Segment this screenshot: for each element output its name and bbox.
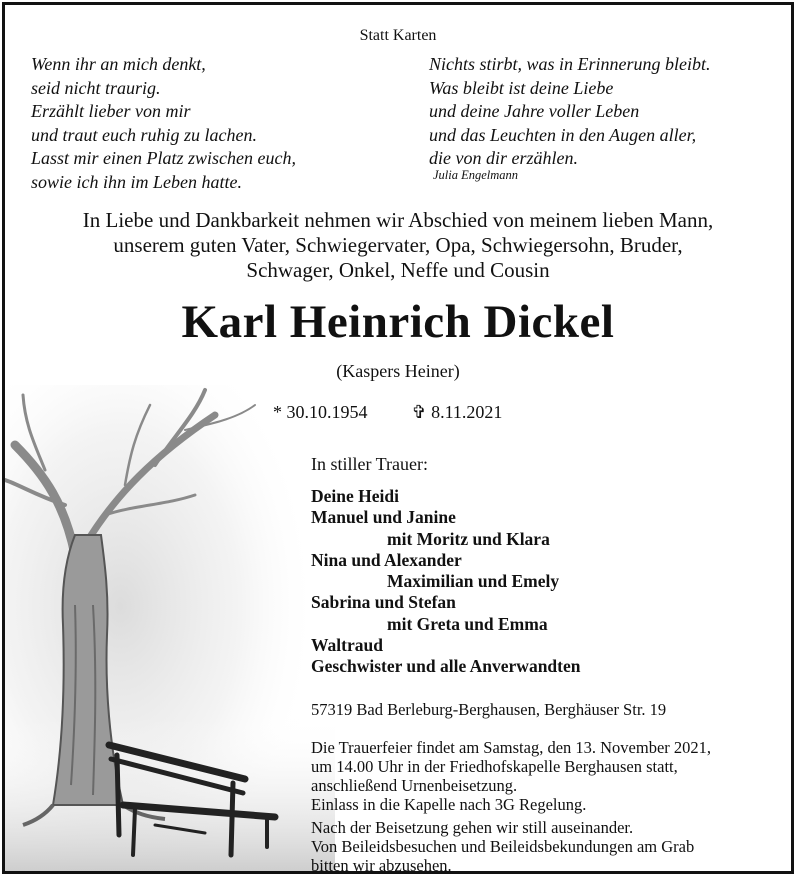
intro-text — [5, 208, 791, 283]
poem-line: sowie ich ihn im Leben hatte. — [31, 171, 242, 192]
poem-line: Wenn ihr an mich denkt, — [31, 54, 206, 74]
notice-line: Nach der Beisetzung gehen wir still auseinander. — [311, 818, 634, 837]
statt-karten-heading: Statt Karten — [359, 27, 437, 44]
poem-line: Erzählt lieber von mir — [31, 101, 191, 121]
ceremony-info — [311, 738, 711, 814]
poem-author: Julia Engelmann — [433, 168, 519, 182]
family-address: 57319 Bad Berleburg-Berghausen, Berghäuser Str. 19 — [311, 700, 667, 719]
poem-right — [429, 53, 711, 171]
mourner-row: Geschwister und alle Anverwandten — [311, 656, 581, 677]
mourner-row: Maximilian und Emely — [387, 571, 560, 592]
notice-line: Von Beileidsbesuchen und Beileidsbekundungen am Grab — [311, 837, 695, 856]
poem-line: seid nicht traurig. — [31, 77, 161, 98]
mourner-row: Manuel und Janine — [311, 507, 456, 528]
ceremony-line: um 14.00 Uhr in der Friedhofskapelle Berghausen statt, — [311, 757, 678, 776]
life-dates — [273, 402, 502, 423]
poem-line: Lasst mir einen Platz zwischen euch, — [31, 148, 296, 168]
birth-date: * 30.10.1954 — [273, 402, 368, 422]
ceremony-line: Einlass in die Kapelle nach 3G Regelung. — [311, 795, 587, 814]
ceremony-line: Die Trauerfeier findet am Samstag, den 13. November 2021, — [311, 738, 712, 757]
mourner-row: Waltraud — [311, 635, 383, 656]
intro-line: In Liebe und Dankbarkeit nehmen wir Abschied von meinem lieben Mann, — [82, 208, 714, 232]
mourners-list — [311, 486, 580, 678]
poem-line: die von dir erzählen. — [429, 148, 578, 168]
notice-line: bitten wir abzusehen. — [311, 856, 452, 874]
intro-line: Schwager, Onkel, Neffe und Cousin — [246, 258, 550, 282]
death-date: ✞ 8.11.2021 — [411, 402, 503, 422]
obituary-card — [2, 2, 794, 874]
poem-line: und traut euch ruhig zu lachen. — [31, 124, 257, 145]
mourner-row: mit Moritz und Klara — [387, 528, 550, 549]
poem-line: und das Leuchten in den Augen aller, — [429, 124, 697, 145]
condolence-notice — [311, 818, 694, 874]
poem-line: und deine Jahre voller Leben — [429, 101, 640, 121]
poem-left — [31, 53, 296, 194]
intro-line: unserem guten Vater, Schwiegervater, Opa, Schwiegersohn, Bruder, — [113, 233, 683, 257]
mourner-row: Nina und Alexander — [311, 549, 462, 570]
ceremony-line: anschließend Urnenbeisetzung. — [311, 776, 518, 795]
mourner-row: Sabrina und Stefan — [311, 592, 456, 613]
deceased-nickname: (Kaspers Heiner) — [336, 361, 460, 381]
deceased-name: Karl Heinrich Dickel — [181, 296, 615, 348]
tree-and-bench-illustration — [5, 385, 335, 874]
poem-line: Was bleibt ist deine Liebe — [429, 77, 614, 98]
mourner-row: Deine Heidi — [311, 486, 399, 506]
mourning-label: In stiller Trauer: — [311, 454, 428, 474]
mourner-row: mit Greta und Emma — [387, 613, 548, 634]
poem-line: Nichts stirbt, was in Erinnerung bleibt. — [429, 54, 711, 74]
